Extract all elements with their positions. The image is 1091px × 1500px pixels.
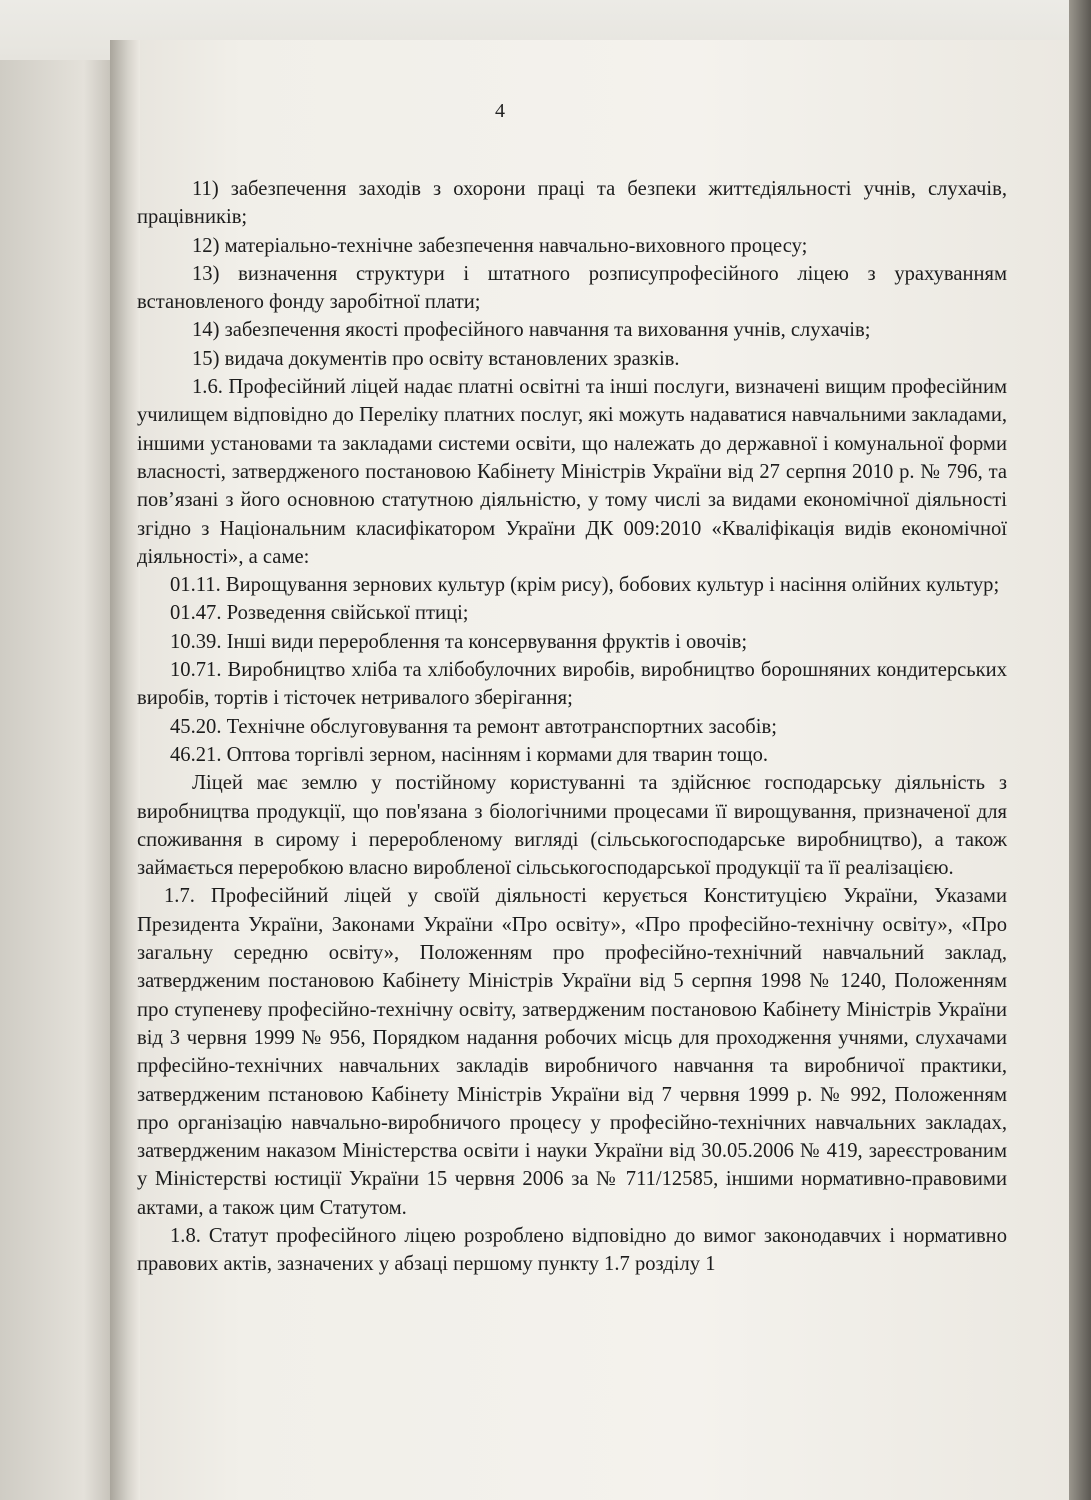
paragraph: 15) видача документів про освіту встановлених зразків. bbox=[192, 347, 680, 370]
paragraph: Ліцей має землю у постійному користуванні та здійснює господарську діяльність з виробництва продукції, що пов'язана з біологічними процесами її вирощування, призначеної для споживання в сирому і переробленому вигляді (сільськогосподарське виробництво), а також займається переробкою власно виробленої сільськогосподарської продукції та її реалізацією. bbox=[137, 772, 1007, 880]
paragraph: 01.11. Вирощування зернових культур (крім рису), бобових культур і насіння олійних культур; bbox=[170, 574, 1000, 597]
scan-right-edge bbox=[1069, 0, 1091, 1500]
paragraph: 1.8. Статут професійного ліцею розроблено відповідно до вимог законодавчих і нормативно правових актів, зазначених у абзаці першому пункту 1.7 розділу 1 bbox=[137, 1224, 1007, 1276]
paragraph: 10.39. Інші види перероблення та консервування фруктів і овочів; bbox=[170, 630, 748, 653]
paragraph: 14) забезпечення якості професійного навчання та виховання учнів, слухачів; bbox=[192, 319, 871, 342]
paragraph: 11) забезпечення заходів з охорони праці та безпеки життєдіяльності учнів, слухачів, працівників; bbox=[137, 178, 1007, 229]
paragraph: 13) визначення структури і штатного розписупрофесійного ліцею з урахуванням встановленого фонду заробітної плати; bbox=[137, 262, 1007, 314]
paragraph: 46.21. Оптова торгівлі зерном, насінням і кормами для тварин тощо. bbox=[170, 743, 769, 766]
paragraph: 12) матеріально-технічне забезпечення навчально-виховного процесу; bbox=[192, 234, 808, 257]
adjacent-page-edge bbox=[0, 60, 120, 1500]
paragraph: 1.7. Професійний ліцей у своїй діяльності керується Конституцією України, Указами Президента України, Законами України «Про освіту», «Про професійно-технічну освіту», «Про загальну середню освіту», Положенням про професійно-технічний навчальний заклад, затвердженим постановою Кабінету Міністрів України від 5 серпня 1998 № 1240, Положенням про ступеневу професійно-технічну освіту, затвердженим постановою Кабінету Міністрів України від 3 червня 1999 № 956, Порядком надання робочих місць для проходження учнями, слухачами прфесійно-технічних навчальних закладів виробничого навчання та виробничої практики, затвердженим пстановою Кабінету Міністрів України від 7 червня 1999 р. № 992, Положенням про організацію навчально-виробничого процесу у професійно-технічних навчальних закладах, затвердженим наказом Міністерства освіти і науки України від 30.05.2006 № 419, зареєстрованим у Міністерстві юстиції України 15 червня 2006 за № 711/12585, іншими нормативно-правовими актами, а також цим Статутом. bbox=[137, 885, 1007, 1219]
page-number: 4 bbox=[495, 100, 505, 122]
document-body bbox=[137, 175, 1007, 1279]
paragraph: 45.20. Технічне обслуговування та ремонт автотранспортних засобів; bbox=[170, 715, 777, 738]
paragraph: 10.71. Виробництво хліба та хлібобулочних виробів, виробництво борошняних кондитерських виробів, тортів і тісточек нетривалого зберігання; bbox=[137, 659, 1007, 710]
paragraph: 1.6. Професійний ліцей надає платні освітні та інші послуги, визначені вищим професійним училищем відповідно до Переліку платних послуг, які можуть надаватися навчальними закладами, іншими установами та закладами системи освіти, що належать до державної і комунальної форми власності, затвердженого постановою Кабінету Міністрів України від 27 серпня 2010 р. № 796, та пов’язані з його основною статутною діяльністю, у тому числі за видами економічної діяльності згідно з Національним класифікатором України ДК 009:2010 «Кваліфікація видів економічної діяльності», а саме: bbox=[137, 376, 1007, 568]
paragraph: 01.47. Розведення свійської птиці; bbox=[170, 602, 469, 625]
book-gutter bbox=[110, 40, 140, 1500]
